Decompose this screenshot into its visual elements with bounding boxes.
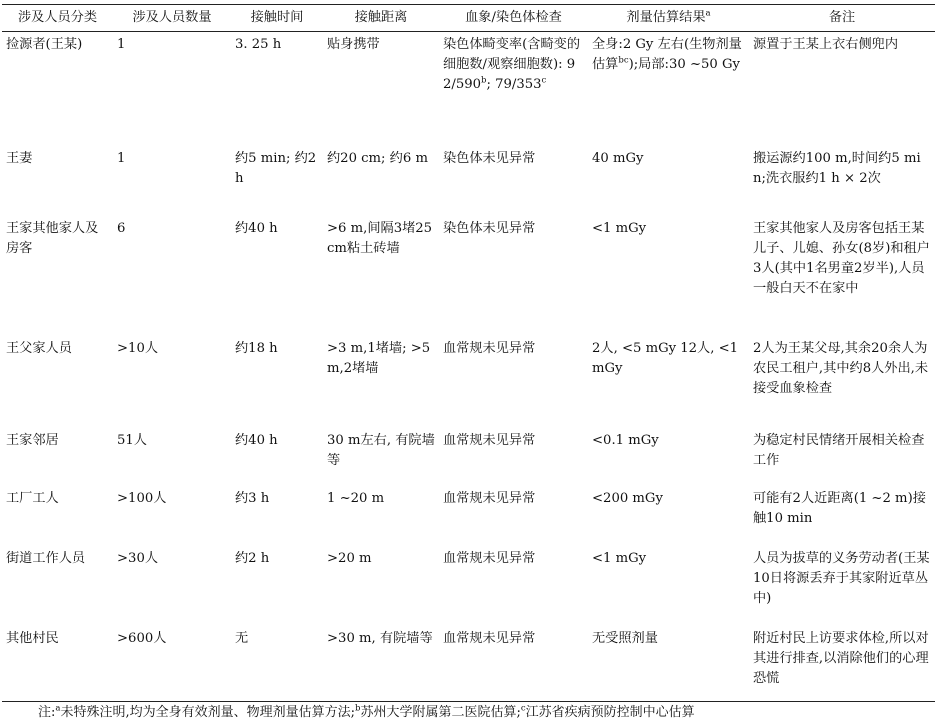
cell-count: >30人 bbox=[117, 550, 159, 566]
header-count: 涉及人员数量 bbox=[132, 10, 212, 25]
cell-count: 1 bbox=[117, 150, 126, 166]
cell-count: >600人 bbox=[117, 630, 167, 646]
footnote-sup-b: b bbox=[354, 703, 361, 714]
blood-sup-b: b bbox=[481, 75, 487, 86]
cell-dose: <200 mGy bbox=[592, 490, 663, 506]
cell-dose bbox=[588, 32, 749, 146]
table-row bbox=[2, 32, 935, 146]
cell-blood bbox=[439, 32, 588, 146]
cell-remark: 附近村民上访要求体检,所以对其进行排查,以消除他们的心理恐慌 bbox=[753, 630, 929, 686]
cell-dose: 40 mGy bbox=[592, 150, 644, 166]
cell-blood: 血常规未见异常 bbox=[443, 340, 536, 356]
cell-blood: 血常规未见异常 bbox=[443, 490, 536, 506]
cell-distance: >3 m,1堵墙; >5 m,2堵墙 bbox=[327, 340, 431, 376]
cell-blood: 染色体未见异常 bbox=[443, 220, 536, 236]
cell-time: 约40 h bbox=[235, 220, 278, 236]
cell-remark: 可能有2人近距离(1 ~2 m)接触10 min bbox=[753, 490, 926, 526]
cell-remark: 源置于王某上衣右侧兜内 bbox=[753, 37, 899, 52]
cell-time: 约3 h bbox=[235, 490, 270, 506]
cell-count: >10人 bbox=[117, 340, 159, 356]
footnote-a: 未特殊注明,均为全身有效剂量、物理剂量估算方法; bbox=[60, 705, 355, 720]
table-footnote bbox=[38, 704, 695, 722]
cell-distance: >6 m,间隔3堵25 cm粘土砖墙 bbox=[327, 220, 433, 256]
cell-distance: 30 m左右, 有院墙等 bbox=[327, 432, 435, 468]
cell-dose: <1 mGy bbox=[592, 220, 647, 236]
cell-remark: 王家其他家人及房客包括王某儿子、儿媳、孙女(8岁)和租户3人(其中1名男童2岁半),人员一般白天不在家中 bbox=[753, 220, 930, 296]
cell-remark: 搬运源约100 m,时间约5 min;洗衣服约1 h × 2次 bbox=[753, 150, 921, 186]
cell-dose: 2人, <5 mGy 12人, <1 mGy bbox=[592, 340, 739, 376]
blood-main: 染色体畸变率(含畸变的细胞数/观察细胞数): 92/590 bbox=[443, 37, 581, 92]
table-row bbox=[2, 146, 935, 216]
header-dose-text: 剂量估算结果 bbox=[626, 10, 706, 25]
dose-estimation-table bbox=[2, 4, 935, 702]
cell-time: 3. 25 h bbox=[235, 37, 282, 52]
cell-count: 6 bbox=[117, 220, 126, 236]
cell-category: 王家其他家人及房客 bbox=[6, 220, 99, 256]
cell-distance: >30 m, 有院墙等 bbox=[327, 630, 433, 646]
cell-time: 约18 h bbox=[235, 340, 278, 356]
cell-remark: 为稳定村民情绪开展相关检查工作 bbox=[753, 432, 925, 468]
cell-time: 无 bbox=[235, 630, 249, 646]
cell-count: 1 bbox=[117, 37, 126, 52]
footnote-prefix: 注: bbox=[38, 705, 56, 720]
header-dose bbox=[588, 5, 749, 32]
footnote-b: 苏州大学附属第二医院估算; bbox=[360, 705, 521, 720]
cell-category: 工厂工人 bbox=[6, 490, 59, 506]
dose-sup: bc bbox=[618, 55, 629, 66]
header-dose-sup: a bbox=[705, 8, 711, 19]
cell-category: 王父家人员 bbox=[6, 340, 72, 356]
table-row bbox=[2, 216, 935, 336]
cell-count: 51人 bbox=[117, 432, 147, 448]
cell-blood: 血常规未见异常 bbox=[443, 630, 536, 646]
header-time: 接触时间 bbox=[250, 10, 304, 25]
cell-category: 捡源者(王某) bbox=[6, 37, 83, 52]
cell-dose: <1 mGy bbox=[592, 550, 647, 566]
cell-distance: 约20 cm; 约6 m bbox=[327, 150, 428, 166]
cell-dose: 无受照剂量 bbox=[592, 630, 658, 646]
cell-time: 约5 min; 约2 h bbox=[235, 150, 317, 186]
cell-category: 王家邻居 bbox=[6, 432, 59, 448]
cell-remark: 人员为拔草的义务劳动者(王某10日将源丢弃于其家附近草丛中) bbox=[753, 550, 930, 606]
cell-dose: <0.1 mGy bbox=[592, 432, 659, 448]
table-row bbox=[2, 336, 935, 428]
header-distance: 接触距离 bbox=[354, 10, 408, 25]
cell-blood: 染色体未见异常 bbox=[443, 150, 536, 166]
dose-main: 全身:2 Gy 左右(生物剂量估算 bbox=[592, 37, 742, 72]
footnote-sup-c: c bbox=[520, 703, 526, 714]
table-row bbox=[2, 626, 935, 702]
cell-distance: 贴身携带 bbox=[327, 37, 380, 52]
cell-category: 王妻 bbox=[6, 150, 33, 166]
footnote-c: 江苏省疾病预防控制中心估算 bbox=[525, 705, 695, 720]
blood-sep: ; 79/353 bbox=[486, 77, 542, 92]
cell-remark: 2人为王某父母,其余20余人为农民工租户,其中约8人外出,未接受血象检查 bbox=[753, 340, 929, 396]
footnote-sup-a: a bbox=[55, 703, 61, 714]
table-header-row bbox=[2, 5, 935, 32]
blood-sup-c: c bbox=[541, 75, 547, 86]
table-row bbox=[2, 486, 935, 546]
cell-count: >100人 bbox=[117, 490, 167, 506]
cell-blood: 血常规未见异常 bbox=[443, 550, 536, 566]
cell-distance: 1 ~20 m bbox=[327, 490, 385, 506]
header-remark: 备注 bbox=[828, 10, 856, 25]
cell-time: 约2 h bbox=[235, 550, 270, 566]
header-category: 涉及人员分类 bbox=[17, 10, 98, 25]
cell-category: 其他村民 bbox=[6, 630, 59, 646]
cell-time: 约40 h bbox=[235, 432, 278, 448]
dose-tail: );局部:30 ~50 Gy bbox=[628, 57, 740, 72]
table-row bbox=[2, 546, 935, 626]
cell-distance: >20 m bbox=[327, 550, 372, 566]
header-blood: 血象/染色体检查 bbox=[465, 10, 562, 25]
cell-category: 街道工作人员 bbox=[6, 550, 86, 566]
table-row bbox=[2, 428, 935, 486]
cell-blood: 血常规未见异常 bbox=[443, 432, 536, 448]
